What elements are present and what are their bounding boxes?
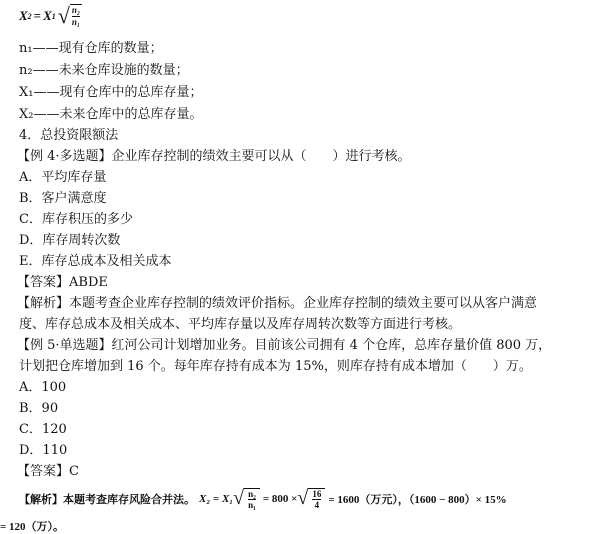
formula-rhs: X [43, 8, 52, 23]
example4-option-d: D．库存周转次数 [19, 233, 121, 248]
example4-option-e: E．库存总成本及相关成本 [19, 254, 172, 269]
section-title: 4．总投资限额法 [19, 128, 119, 143]
example4-option-a: A．平均库存量 [19, 170, 107, 185]
definition-n1: n₁——现有仓库的数量； [19, 41, 163, 56]
analysis-fraction-2-num: 16 [312, 488, 322, 499]
analysis-fraction-1 [248, 489, 256, 510]
example5-option-d: D．110 [19, 443, 68, 458]
example4-analysis-line1: 【解析】本题考查企业库存控制的绩效评价指标。企业库存控制的绩效主要可以从客户满意 [17, 296, 538, 311]
example5-analysis-line2: = 120（万）。 [0, 521, 65, 533]
definition-n2: n₂——未来仓库设施的数量； [19, 63, 189, 78]
analysis-result: = 1600（万元），（1600 − 800）× 15% [328, 493, 507, 506]
definition-x1: X₁——现有仓库中的总库存量； [19, 85, 203, 100]
formula-sqrt [58, 4, 82, 28]
example4-option-c: C．库存积压的多少 [19, 212, 133, 227]
example5-option-c: C．120 [19, 422, 67, 437]
example4-option-b: B．客户满意度 [19, 191, 107, 206]
analysis-fraction-2 [312, 489, 321, 510]
analysis-mid: = 800 × [262, 492, 298, 505]
example5-analysis-formula [19, 487, 507, 510]
example5-option-a: A．100 [19, 380, 67, 395]
example5-option-b: B．90 [19, 401, 59, 416]
example5-question-line1: 【例 5·单选题】红河公司计划增加业务。目前该公司拥有 4 个仓库，总库存量价值 800 万， [17, 338, 552, 353]
analysis-fraction-1-num: n₂ [248, 488, 256, 499]
formula-lhs-sub: 2 [27, 11, 32, 21]
example4-analysis-line2: 度、库存总成本及相关成本、平均库存量以及库存周转次数等方面进行考核。 [19, 317, 462, 332]
fraction-denominator: n₁ [71, 17, 80, 27]
analysis-formula-lhs: X₂ = X₁ [199, 492, 234, 505]
example4-question: 【例 4·多选题】企业库存控制的绩效主要可以从（ ）进行考核。 [17, 149, 411, 164]
formula-fraction [70, 4, 82, 28]
formula-equals: = [33, 8, 42, 23]
analysis-fraction-2-den: 4 [314, 499, 320, 510]
formula-header [19, 4, 82, 28]
analysis-fraction-1-den: n₁ [248, 499, 256, 510]
example4-answer: 【答案】ABDE [17, 275, 108, 290]
analysis-sqrt-symbol-1: √ [233, 487, 245, 509]
example5-answer: 【答案】C [17, 464, 79, 479]
formula-rhs-sub: 1 [51, 11, 56, 21]
sqrt-symbol: √ [57, 3, 70, 28]
definition-x2: X₂——未来仓库中的总库存量。 [19, 107, 203, 122]
fraction-numerator: n₂ [71, 5, 80, 15]
analysis-prefix: 【解析】本题考查库存风险合并法。 [19, 493, 195, 506]
analysis-sqrt-body-2 [308, 488, 325, 510]
formula-lhs: X [19, 8, 28, 23]
analysis-sqrt-symbol-2: √ [297, 487, 309, 509]
analysis-sqrt-body-1 [244, 488, 260, 510]
example5-question-line2: 计划把仓库增加到 16 个。每年库存持有成本为 15%，则库存持有成本增加（ ）万。 [19, 359, 532, 374]
